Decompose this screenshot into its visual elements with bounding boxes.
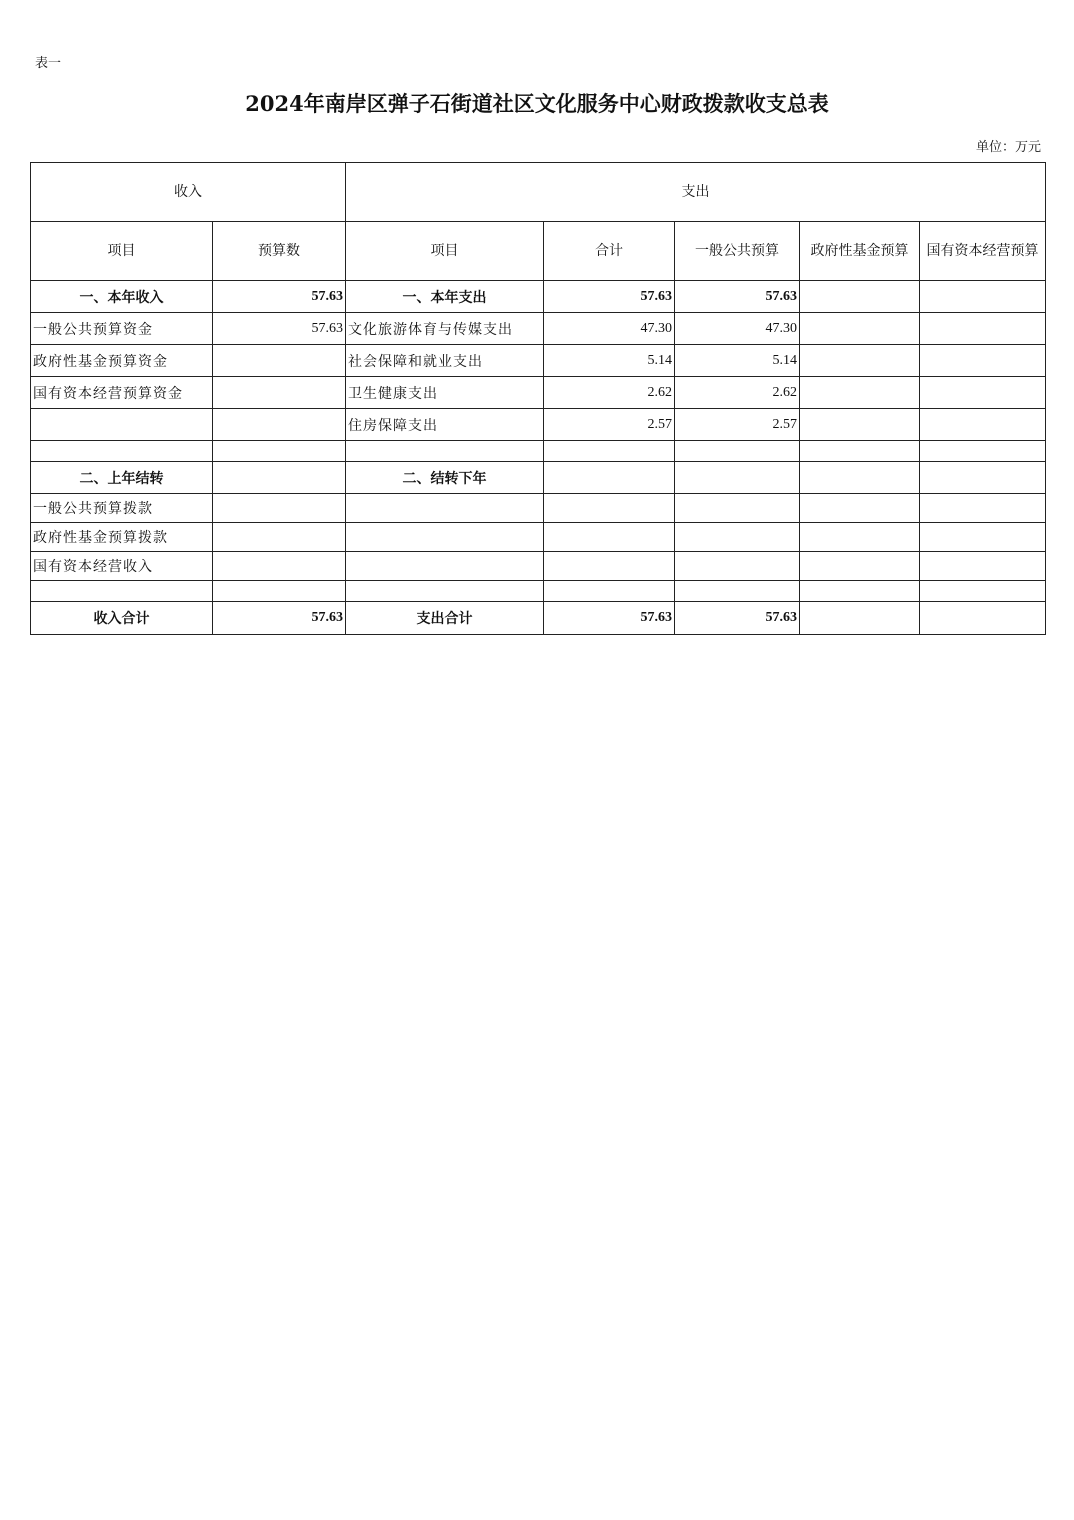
gov-fund-cell (800, 552, 920, 581)
expense-item-cell: 一、本年支出 (346, 281, 544, 313)
state-capital-total-value (920, 602, 1046, 635)
general-budget-cell: 5.14 (675, 345, 800, 377)
expense-total-cell (544, 523, 675, 552)
state-capital-cell (920, 552, 1046, 581)
expense-item-cell (346, 494, 544, 523)
expense-total-cell: 2.62 (544, 377, 675, 409)
general-budget-cell (675, 581, 800, 602)
state-capital-cell (920, 345, 1046, 377)
income-value-cell (213, 581, 346, 602)
general-budget-cell (675, 494, 800, 523)
income-value-cell (213, 345, 346, 377)
state-capital-cell (920, 581, 1046, 602)
table-row (31, 345, 1046, 377)
income-item-header: 项目 (31, 222, 213, 281)
expense-item-cell: 二、结转下年 (346, 462, 544, 494)
state-capital-header: 国有资本经营预算 (920, 222, 1046, 281)
table-row (31, 313, 1046, 345)
state-capital-cell (920, 313, 1046, 345)
budget-summary-table (30, 162, 1046, 635)
column-header-row (31, 222, 1046, 281)
income-value-cell (213, 409, 346, 441)
expense-total-cell: 2.57 (544, 409, 675, 441)
expense-total-cell: 57.63 (544, 281, 675, 313)
general-budget-cell: 2.62 (675, 377, 800, 409)
expense-total-cell (544, 462, 675, 494)
income-item-cell: 一般公共预算拨款 (31, 494, 213, 523)
gov-fund-cell (800, 409, 920, 441)
income-item-cell: 政府性基金预算拨款 (31, 523, 213, 552)
expense-total-cell: 5.14 (544, 345, 675, 377)
table-row (31, 581, 1046, 602)
expense-group-header: 支出 (346, 163, 1046, 222)
expense-item-cell (346, 441, 544, 462)
state-capital-cell (920, 494, 1046, 523)
income-value-cell (213, 552, 346, 581)
expense-item-cell: 文化旅游体育与传媒支出 (346, 313, 544, 345)
income-item-cell: 政府性基金预算资金 (31, 345, 213, 377)
table-row (31, 552, 1046, 581)
gov-fund-cell (800, 345, 920, 377)
expense-total-cell (544, 581, 675, 602)
income-budget-header: 预算数 (213, 222, 346, 281)
state-capital-cell (920, 523, 1046, 552)
income-value-cell (213, 462, 346, 494)
income-item-cell: 二、上年结转 (31, 462, 213, 494)
state-capital-cell (920, 281, 1046, 313)
income-item-cell (31, 409, 213, 441)
general-budget-header: 一般公共预算 (675, 222, 800, 281)
income-value-cell: 57.63 (213, 281, 346, 313)
general-budget-cell (675, 462, 800, 494)
income-total-label: 收入合计 (31, 602, 213, 635)
table-row (31, 377, 1046, 409)
gov-fund-cell (800, 581, 920, 602)
expense-item-cell: 社会保障和就业支出 (346, 345, 544, 377)
gov-fund-cell (800, 441, 920, 462)
table-row (31, 441, 1046, 462)
gov-fund-cell (800, 377, 920, 409)
expense-item-cell: 卫生健康支出 (346, 377, 544, 409)
state-capital-cell (920, 377, 1046, 409)
table-row (31, 523, 1046, 552)
state-capital-cell (920, 441, 1046, 462)
income-item-cell: 国有资本经营收入 (31, 552, 213, 581)
income-item-cell (31, 581, 213, 602)
income-total-value: 57.63 (213, 602, 346, 635)
expense-item-cell: 住房保障支出 (346, 409, 544, 441)
state-capital-cell (920, 462, 1046, 494)
gov-fund-cell (800, 494, 920, 523)
expense-item-cell (346, 552, 544, 581)
page-title: 2024年南岸区弹子石街道社区文化服务中心财政拨款收支总表 (245, 91, 829, 116)
table-row (31, 409, 1046, 441)
group-header-row (31, 163, 1046, 222)
income-group-header: 收入 (31, 163, 346, 222)
expense-total-header: 合计 (544, 222, 675, 281)
income-value-cell (213, 523, 346, 552)
gov-fund-total-value (800, 602, 920, 635)
expense-item-cell (346, 523, 544, 552)
general-budget-cell (675, 523, 800, 552)
general-budget-cell (675, 552, 800, 581)
general-budget-cell: 47.30 (675, 313, 800, 345)
income-item-cell: 一、本年收入 (31, 281, 213, 313)
expense-item-header: 项目 (346, 222, 544, 281)
totals-row (31, 602, 1046, 635)
table-row (31, 494, 1046, 523)
income-value-cell (213, 441, 346, 462)
general-budget-cell: 57.63 (675, 281, 800, 313)
gov-fund-cell (800, 462, 920, 494)
income-item-cell: 国有资本经营预算资金 (31, 377, 213, 409)
gov-fund-cell (800, 281, 920, 313)
gov-fund-cell (800, 313, 920, 345)
general-budget-cell: 2.57 (675, 409, 800, 441)
table-row (31, 281, 1046, 313)
table-row (31, 462, 1046, 494)
income-item-cell: 一般公共预算资金 (31, 313, 213, 345)
general-budget-cell (675, 441, 800, 462)
gov-fund-header: 政府性基金预算 (800, 222, 920, 281)
gov-fund-cell (800, 523, 920, 552)
expense-total-cell: 47.30 (544, 313, 675, 345)
expense-total-value: 57.63 (544, 602, 675, 635)
income-item-cell (31, 441, 213, 462)
unit-label: 单位：万元 (975, 140, 1041, 155)
income-value-cell (213, 377, 346, 409)
expense-total-label: 支出合计 (346, 602, 544, 635)
general-budget-total-value: 57.63 (675, 602, 800, 635)
expense-total-cell (544, 494, 675, 523)
state-capital-cell (920, 409, 1046, 441)
expense-total-cell (544, 552, 675, 581)
expense-item-cell (346, 581, 544, 602)
income-value-cell: 57.63 (213, 313, 346, 345)
expense-total-cell (544, 441, 675, 462)
income-value-cell (213, 494, 346, 523)
table-label: 表一 (35, 56, 62, 71)
